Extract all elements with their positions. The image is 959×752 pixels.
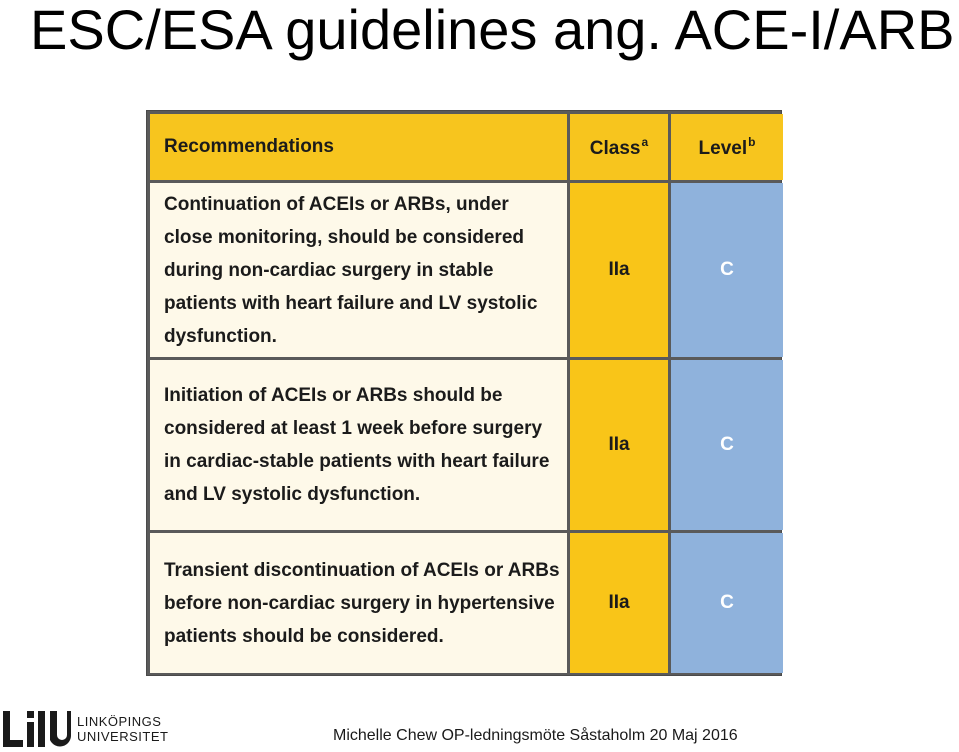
table-row <box>150 360 783 530</box>
header-level-label: Level <box>698 137 748 159</box>
header-class <box>570 114 668 180</box>
table-row <box>150 183 783 357</box>
header-class-label: Class <box>589 137 641 159</box>
university-logo <box>3 709 173 749</box>
level-value: C <box>671 183 783 357</box>
recommendations-table <box>146 110 782 676</box>
level-value: C <box>671 360 783 530</box>
header-level-sup: b <box>748 134 756 149</box>
header-class-sup: a <box>641 134 649 149</box>
footer-credit: Michelle Chew OP-ledningsmöte Såstaholm 20 Maj 2016 <box>333 727 738 744</box>
class-value: IIa <box>570 360 668 530</box>
header-recommendations: Recommendations <box>150 114 567 180</box>
recommendations-grid <box>147 111 786 676</box>
recommendation-text: Transient discontinuation of ACEIs or ARBs before non-cardiac surgery in hypertensive patients should be considered. <box>150 533 567 673</box>
table-header-row <box>150 114 783 180</box>
slide-title: ESC/ESA guidelines ang. ACE-I/ARB <box>30 0 955 61</box>
level-value: C <box>671 533 783 673</box>
liu-logo-icon <box>3 709 71 749</box>
class-value: IIa <box>570 183 668 357</box>
class-value: IIa <box>570 533 668 673</box>
header-level <box>671 114 783 180</box>
logo-wordmark <box>77 714 168 744</box>
recommendation-text: Initiation of ACEIs or ARBs should be considered at least 1 week before surgery in cardiac-stable patients with heart failure and LV systolic dysfunction. <box>150 360 567 530</box>
recommendation-text: Continuation of ACEIs or ARBs, under close monitoring, should be considered during non-cardiac surgery in stable patients with heart failure and LV systolic dysfunction. <box>150 183 567 357</box>
logo-line1: LINKÖPINGS <box>77 714 162 729</box>
table-row <box>150 533 783 673</box>
logo-line2: UNIVERSITET <box>77 729 169 744</box>
